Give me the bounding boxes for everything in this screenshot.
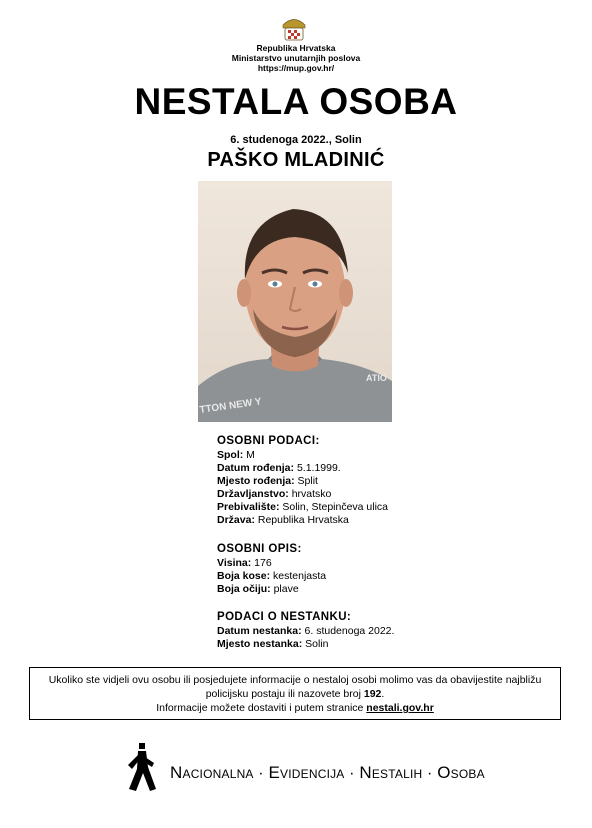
- coat-of-arms-icon: [280, 16, 308, 42]
- description-list: [217, 557, 326, 596]
- field-birth-place: Mjesto rođenja: Split: [217, 475, 318, 487]
- description-heading: OSOBNI OPIS:: [217, 543, 302, 555]
- field-hair-color: Boja kose: kestenjasta: [217, 570, 327, 582]
- field-citizenship: Državljanstvo: hrvatsko: [217, 488, 332, 500]
- person-photo: [198, 181, 392, 422]
- disappearance-heading: PODACI O NESTANKU:: [217, 611, 352, 623]
- notice-line-3: Informacije možete dostaviti i putem stranice nestali.gov.hr: [156, 702, 434, 714]
- field-height: Visina: 176: [217, 557, 272, 569]
- field-birth-date: Datum rođenja: 5.1.1999.: [217, 462, 341, 474]
- svg-text:ATIO: ATIO: [366, 373, 387, 383]
- field-country: Država: Republika Hrvatska: [217, 514, 349, 526]
- field-sex: Spol: M: [217, 449, 255, 461]
- header-country: Republika Hrvatska: [256, 43, 336, 53]
- field-missing-date: Datum nestanka: 6. studenoga 2022.: [217, 625, 395, 637]
- notice-line-1: Ukoliko ste vidjeli ovu osobu ili posjedujete informacije o nestaloj osobi molimo vas da obavijestite najbližu: [48, 674, 542, 686]
- field-eye-color: Boja očiju: plave: [217, 583, 299, 595]
- person-name: PAŠKO MLADINIĆ: [207, 149, 385, 171]
- phone-number[interactable]: 192: [363, 688, 382, 700]
- field-missing-place: Mjesto nestanka: Solin: [217, 638, 329, 650]
- nestali-link[interactable]: nestali.gov.hr: [366, 702, 434, 714]
- header-url[interactable]: https://mup.gov.hr/: [257, 63, 335, 73]
- date-location: 6. studenoga 2022., Solin: [230, 134, 362, 146]
- header-ministry: Ministarstvo unutarnjih poslova: [231, 53, 361, 63]
- field-residence: Prebivalište: Solin, Stepinčeva ulica: [217, 501, 389, 513]
- disappearance-list: [217, 625, 394, 651]
- personal-data-list: [217, 449, 388, 527]
- notice-line-2: policijsku postaju ili nazovete broj 192.: [205, 688, 385, 700]
- svg-text:TTON NEW Y: TTON NEW Y: [198, 396, 263, 416]
- walking-figure-logo-icon: [126, 743, 158, 795]
- page-title: NESTALA OSOBA: [134, 81, 458, 122]
- notice-box: [29, 667, 561, 720]
- personal-data-heading: OSOBNI PODACI:: [217, 435, 320, 447]
- footer-organization-name: NACIONALNA · EVIDENCIJA · NESTALIH · OSOBA: [170, 763, 485, 782]
